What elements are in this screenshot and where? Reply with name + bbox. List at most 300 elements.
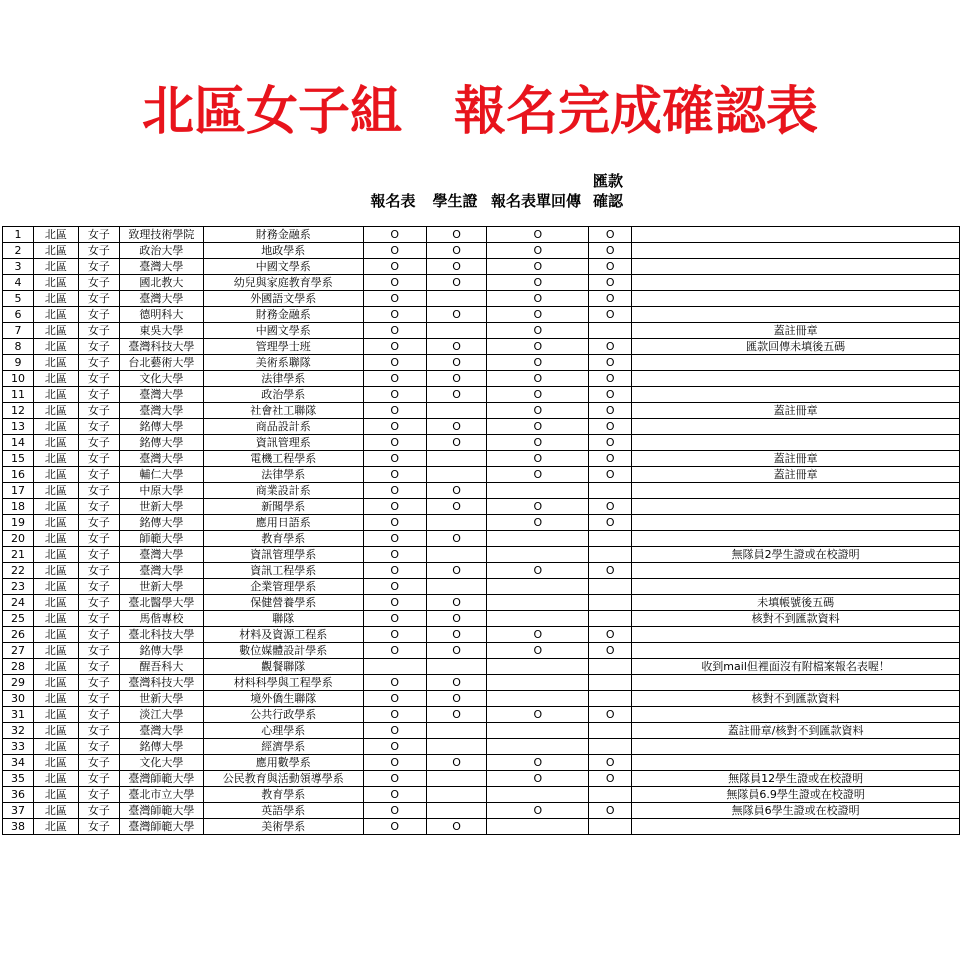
form-mark: O — [363, 307, 426, 323]
table-row — [3, 403, 960, 419]
row-number: 14 — [3, 435, 34, 451]
region-cell: 北區 — [33, 259, 78, 275]
row-number: 1 — [3, 227, 34, 243]
row-number: 6 — [3, 307, 34, 323]
form-return-mark: O — [487, 627, 589, 643]
student-id-mark: O — [426, 531, 487, 547]
table-row — [3, 819, 960, 835]
form-return-mark — [487, 611, 589, 627]
payment-mark: O — [589, 435, 632, 451]
region-cell: 北區 — [33, 243, 78, 259]
department-cell: 應用日語系 — [203, 515, 363, 531]
department-cell: 商業設計系 — [203, 483, 363, 499]
payment-mark: O — [589, 563, 632, 579]
department-cell: 財務金融系 — [203, 307, 363, 323]
form-mark: O — [363, 387, 426, 403]
group-cell: 女子 — [78, 707, 119, 723]
region-cell: 北區 — [33, 803, 78, 819]
remark-cell — [632, 387, 960, 403]
header-student-id: 學生證 — [432, 192, 478, 210]
form-return-mark: O — [487, 803, 589, 819]
table-row — [3, 595, 960, 611]
group-cell: 女子 — [78, 387, 119, 403]
form-mark: O — [363, 499, 426, 515]
row-number: 32 — [3, 723, 34, 739]
school-cell: 臺灣大學 — [119, 259, 203, 275]
department-cell: 中國文學系 — [203, 323, 363, 339]
remark-cell — [632, 515, 960, 531]
form-return-mark: O — [487, 707, 589, 723]
remark-cell — [632, 707, 960, 723]
school-cell: 銘傳大學 — [119, 515, 203, 531]
payment-mark — [589, 723, 632, 739]
student-id-mark: O — [426, 611, 487, 627]
row-number: 29 — [3, 675, 34, 691]
payment-mark — [589, 595, 632, 611]
region-cell: 北區 — [33, 675, 78, 691]
remark-cell: 蓋註冊章 — [632, 323, 960, 339]
payment-mark: O — [589, 803, 632, 819]
form-return-mark: O — [487, 291, 589, 307]
region-cell: 北區 — [33, 707, 78, 723]
student-id-mark: O — [426, 435, 487, 451]
row-number: 2 — [3, 243, 34, 259]
school-cell: 臺灣科技大學 — [119, 339, 203, 355]
table-row — [3, 531, 960, 547]
table-row — [3, 291, 960, 307]
remark-cell — [632, 435, 960, 451]
form-mark: O — [363, 579, 426, 595]
department-cell: 保健營養學系 — [203, 595, 363, 611]
department-cell: 資訊工程學系 — [203, 563, 363, 579]
payment-mark: O — [589, 339, 632, 355]
form-return-mark: O — [487, 771, 589, 787]
group-cell: 女子 — [78, 339, 119, 355]
table-row — [3, 355, 960, 371]
table-row — [3, 419, 960, 435]
row-number: 37 — [3, 803, 34, 819]
school-cell: 致理技術學院 — [119, 227, 203, 243]
form-mark: O — [363, 291, 426, 307]
row-number: 18 — [3, 499, 34, 515]
department-cell: 公民教育與活動領導學系 — [203, 771, 363, 787]
school-cell: 醒吾科大 — [119, 659, 203, 675]
row-number: 27 — [3, 643, 34, 659]
region-cell: 北區 — [33, 643, 78, 659]
student-id-mark: O — [426, 355, 487, 371]
table-row — [3, 579, 960, 595]
department-cell: 材料及資源工程系 — [203, 627, 363, 643]
remark-cell — [632, 819, 960, 835]
payment-mark: O — [589, 771, 632, 787]
student-id-mark: O — [426, 707, 487, 723]
group-cell: 女子 — [78, 819, 119, 835]
school-cell: 德明科大 — [119, 307, 203, 323]
student-id-mark: O — [426, 819, 487, 835]
remark-cell: 收到mail但裡面沒有附檔案報名表喔！ — [632, 659, 960, 675]
group-cell: 女子 — [78, 435, 119, 451]
region-cell: 北區 — [33, 403, 78, 419]
student-id-mark: O — [426, 307, 487, 323]
department-cell: 政治學系 — [203, 387, 363, 403]
department-cell: 法律學系 — [203, 371, 363, 387]
table-row — [3, 227, 960, 243]
department-cell: 幼兒與家庭教育學系 — [203, 275, 363, 291]
region-cell: 北區 — [33, 323, 78, 339]
department-cell: 法律學系 — [203, 467, 363, 483]
form-mark: O — [363, 803, 426, 819]
department-cell: 心理學系 — [203, 723, 363, 739]
department-cell: 應用數學系 — [203, 755, 363, 771]
school-cell: 台北藝術大學 — [119, 355, 203, 371]
department-cell: 外國語文學系 — [203, 291, 363, 307]
region-cell: 北區 — [33, 755, 78, 771]
form-mark: O — [363, 355, 426, 371]
school-cell: 政治大學 — [119, 243, 203, 259]
remark-cell — [632, 579, 960, 595]
student-id-mark: O — [426, 259, 487, 275]
group-cell: 女子 — [78, 307, 119, 323]
form-mark: O — [363, 483, 426, 499]
student-id-mark — [426, 739, 487, 755]
department-cell: 中國文學系 — [203, 259, 363, 275]
payment-mark: O — [589, 243, 632, 259]
student-id-mark: O — [426, 755, 487, 771]
remark-cell: 無隊員6學生證或在校證明 — [632, 803, 960, 819]
row-number: 11 — [3, 387, 34, 403]
group-cell: 女子 — [78, 755, 119, 771]
school-cell: 淡江大學 — [119, 707, 203, 723]
school-cell: 臺灣大學 — [119, 403, 203, 419]
region-cell: 北區 — [33, 515, 78, 531]
department-cell: 經濟學系 — [203, 739, 363, 755]
school-cell: 臺北市立大學 — [119, 787, 203, 803]
form-mark: O — [363, 515, 426, 531]
row-number: 5 — [3, 291, 34, 307]
student-id-mark: O — [426, 563, 487, 579]
department-cell: 商品設計系 — [203, 419, 363, 435]
payment-mark — [589, 739, 632, 755]
department-cell: 資訊管理系 — [203, 435, 363, 451]
department-cell: 社會社工聯隊 — [203, 403, 363, 419]
table-row — [3, 659, 960, 675]
form-return-mark: O — [487, 563, 589, 579]
form-return-mark: O — [487, 643, 589, 659]
department-cell: 財務金融系 — [203, 227, 363, 243]
form-mark: O — [363, 675, 426, 691]
student-id-mark: O — [426, 227, 487, 243]
form-mark: O — [363, 691, 426, 707]
payment-mark: O — [589, 627, 632, 643]
form-mark: O — [363, 339, 426, 355]
table-row — [3, 739, 960, 755]
row-number: 36 — [3, 787, 34, 803]
remark-cell — [632, 259, 960, 275]
row-number: 20 — [3, 531, 34, 547]
form-mark: O — [363, 707, 426, 723]
school-cell: 世新大學 — [119, 499, 203, 515]
region-cell: 北區 — [33, 451, 78, 467]
payment-mark: O — [589, 755, 632, 771]
form-mark: O — [363, 467, 426, 483]
remark-cell: 蓋註冊章 — [632, 451, 960, 467]
form-return-mark — [487, 723, 589, 739]
region-cell: 北區 — [33, 819, 78, 835]
form-return-mark — [487, 739, 589, 755]
row-number: 24 — [3, 595, 34, 611]
row-number: 26 — [3, 627, 34, 643]
form-return-mark — [487, 595, 589, 611]
department-cell: 數位媒體設計學系 — [203, 643, 363, 659]
region-cell: 北區 — [33, 691, 78, 707]
group-cell: 女子 — [78, 563, 119, 579]
group-cell: 女子 — [78, 531, 119, 547]
student-id-mark — [426, 787, 487, 803]
form-mark: O — [363, 771, 426, 787]
remark-cell: 無隊員6.9學生證或在校證明 — [632, 787, 960, 803]
table-row — [3, 707, 960, 723]
payment-mark: O — [589, 499, 632, 515]
row-number: 8 — [3, 339, 34, 355]
form-return-mark: O — [487, 499, 589, 515]
student-id-mark — [426, 291, 487, 307]
remark-cell — [632, 483, 960, 499]
row-number: 38 — [3, 819, 34, 835]
school-cell: 世新大學 — [119, 579, 203, 595]
form-return-mark — [487, 579, 589, 595]
form-return-mark: O — [487, 307, 589, 323]
region-cell: 北區 — [33, 467, 78, 483]
form-return-mark: O — [487, 243, 589, 259]
payment-mark: O — [589, 291, 632, 307]
region-cell: 北區 — [33, 611, 78, 627]
group-cell: 女子 — [78, 291, 119, 307]
row-number: 33 — [3, 739, 34, 755]
remark-cell — [632, 355, 960, 371]
department-cell: 地政學系 — [203, 243, 363, 259]
student-id-mark: O — [426, 483, 487, 499]
form-return-mark: O — [487, 755, 589, 771]
school-cell: 師範大學 — [119, 531, 203, 547]
remark-cell — [632, 243, 960, 259]
group-cell: 女子 — [78, 403, 119, 419]
region-cell: 北區 — [33, 291, 78, 307]
row-number: 25 — [3, 611, 34, 627]
group-cell: 女子 — [78, 595, 119, 611]
region-cell: 北區 — [33, 387, 78, 403]
row-number: 17 — [3, 483, 34, 499]
group-cell: 女子 — [78, 275, 119, 291]
form-mark: O — [363, 323, 426, 339]
group-cell: 女子 — [78, 499, 119, 515]
school-cell: 文化大學 — [119, 755, 203, 771]
student-id-mark: O — [426, 371, 487, 387]
remark-cell: 無隊員12學生證或在校證明 — [632, 771, 960, 787]
payment-mark: O — [589, 515, 632, 531]
remark-cell: 蓋註冊章 — [632, 467, 960, 483]
region-cell: 北區 — [33, 355, 78, 371]
student-id-mark: O — [426, 499, 487, 515]
region-cell: 北區 — [33, 627, 78, 643]
form-mark: O — [363, 755, 426, 771]
group-cell: 女子 — [78, 611, 119, 627]
form-return-mark: O — [487, 419, 589, 435]
group-cell: 女子 — [78, 643, 119, 659]
group-cell: 女子 — [78, 323, 119, 339]
payment-mark — [589, 611, 632, 627]
payment-mark: O — [589, 467, 632, 483]
form-return-mark: O — [487, 451, 589, 467]
row-number: 13 — [3, 419, 34, 435]
table-row — [3, 259, 960, 275]
form-return-mark: O — [487, 387, 589, 403]
table-row — [3, 627, 960, 643]
remark-cell: 匯款回傳未填後五碼 — [632, 339, 960, 355]
row-number: 28 — [3, 659, 34, 675]
form-return-mark: O — [487, 435, 589, 451]
form-mark: O — [363, 563, 426, 579]
department-cell: 企業管理學系 — [203, 579, 363, 595]
school-cell: 臺灣科技大學 — [119, 675, 203, 691]
remark-cell — [632, 627, 960, 643]
group-cell: 女子 — [78, 739, 119, 755]
row-number: 15 — [3, 451, 34, 467]
payment-mark: O — [589, 371, 632, 387]
group-cell: 女子 — [78, 483, 119, 499]
group-cell: 女子 — [78, 787, 119, 803]
table-row — [3, 611, 960, 627]
school-cell: 臺灣大學 — [119, 291, 203, 307]
table-row — [3, 675, 960, 691]
payment-mark: O — [589, 355, 632, 371]
group-cell: 女子 — [78, 547, 119, 563]
table-row — [3, 483, 960, 499]
remark-cell — [632, 563, 960, 579]
school-cell: 臺北科技大學 — [119, 627, 203, 643]
table-row — [3, 339, 960, 355]
region-cell: 北區 — [33, 371, 78, 387]
form-mark: O — [363, 611, 426, 627]
group-cell: 女子 — [78, 467, 119, 483]
table-row — [3, 563, 960, 579]
student-id-mark — [426, 323, 487, 339]
payment-mark — [589, 579, 632, 595]
row-number: 12 — [3, 403, 34, 419]
student-id-mark — [426, 547, 487, 563]
region-cell: 北區 — [33, 579, 78, 595]
group-cell: 女子 — [78, 515, 119, 531]
form-return-mark — [487, 787, 589, 803]
table-row — [3, 803, 960, 819]
form-mark: O — [363, 531, 426, 547]
form-return-mark: O — [487, 339, 589, 355]
form-mark — [363, 659, 426, 675]
payment-mark — [589, 675, 632, 691]
table-row — [3, 243, 960, 259]
header-form: 報名表 — [370, 192, 416, 210]
group-cell: 女子 — [78, 723, 119, 739]
region-cell: 北區 — [33, 595, 78, 611]
remark-cell: 未填帳號後五碼 — [632, 595, 960, 611]
payment-mark: O — [589, 419, 632, 435]
remark-cell — [632, 227, 960, 243]
table-row — [3, 723, 960, 739]
table-row — [3, 755, 960, 771]
table-row — [3, 307, 960, 323]
payment-mark: O — [589, 307, 632, 323]
page-title: 北區女子組 報名完成確認表 — [141, 81, 818, 142]
remark-cell: 蓋註冊章 — [632, 403, 960, 419]
group-cell: 女子 — [78, 371, 119, 387]
row-number: 21 — [3, 547, 34, 563]
region-cell: 北區 — [33, 739, 78, 755]
group-cell: 女子 — [78, 227, 119, 243]
student-id-mark: O — [426, 275, 487, 291]
form-return-mark — [487, 531, 589, 547]
remark-cell — [632, 755, 960, 771]
remark-cell — [632, 739, 960, 755]
row-number: 19 — [3, 515, 34, 531]
region-cell: 北區 — [33, 563, 78, 579]
payment-mark — [589, 323, 632, 339]
payment-mark: O — [589, 403, 632, 419]
department-cell: 材料科學與工程學系 — [203, 675, 363, 691]
school-cell: 銘傳大學 — [119, 643, 203, 659]
payment-mark: O — [589, 451, 632, 467]
remark-cell — [632, 307, 960, 323]
region-cell: 北區 — [33, 435, 78, 451]
student-id-mark — [426, 579, 487, 595]
payment-mark: O — [589, 643, 632, 659]
form-return-mark — [487, 819, 589, 835]
group-cell: 女子 — [78, 691, 119, 707]
region-cell: 北區 — [33, 483, 78, 499]
school-cell: 臺灣師範大學 — [119, 819, 203, 835]
form-mark: O — [363, 643, 426, 659]
table-row — [3, 771, 960, 787]
form-return-mark: O — [487, 515, 589, 531]
remark-cell — [632, 419, 960, 435]
form-mark: O — [363, 259, 426, 275]
region-cell: 北區 — [33, 787, 78, 803]
region-cell: 北區 — [33, 659, 78, 675]
student-id-mark — [426, 771, 487, 787]
form-mark: O — [363, 451, 426, 467]
remark-cell: 蓋註冊章/核對不到匯款資料 — [632, 723, 960, 739]
remark-cell: 無隊員2學生證或在校證明 — [632, 547, 960, 563]
form-mark: O — [363, 819, 426, 835]
remark-cell — [632, 275, 960, 291]
form-return-mark: O — [487, 323, 589, 339]
department-cell: 教育學系 — [203, 531, 363, 547]
student-id-mark — [426, 515, 487, 531]
student-id-mark — [426, 659, 487, 675]
student-id-mark: O — [426, 675, 487, 691]
group-cell: 女子 — [78, 451, 119, 467]
remark-cell — [632, 371, 960, 387]
table-row — [3, 371, 960, 387]
row-number: 22 — [3, 563, 34, 579]
school-cell: 臺灣師範大學 — [119, 771, 203, 787]
form-mark: O — [363, 627, 426, 643]
region-cell: 北區 — [33, 723, 78, 739]
table-body — [3, 227, 960, 835]
payment-mark: O — [589, 227, 632, 243]
school-cell: 銘傳大學 — [119, 739, 203, 755]
form-mark: O — [363, 595, 426, 611]
school-cell: 臺灣大學 — [119, 547, 203, 563]
form-return-mark: O — [487, 371, 589, 387]
